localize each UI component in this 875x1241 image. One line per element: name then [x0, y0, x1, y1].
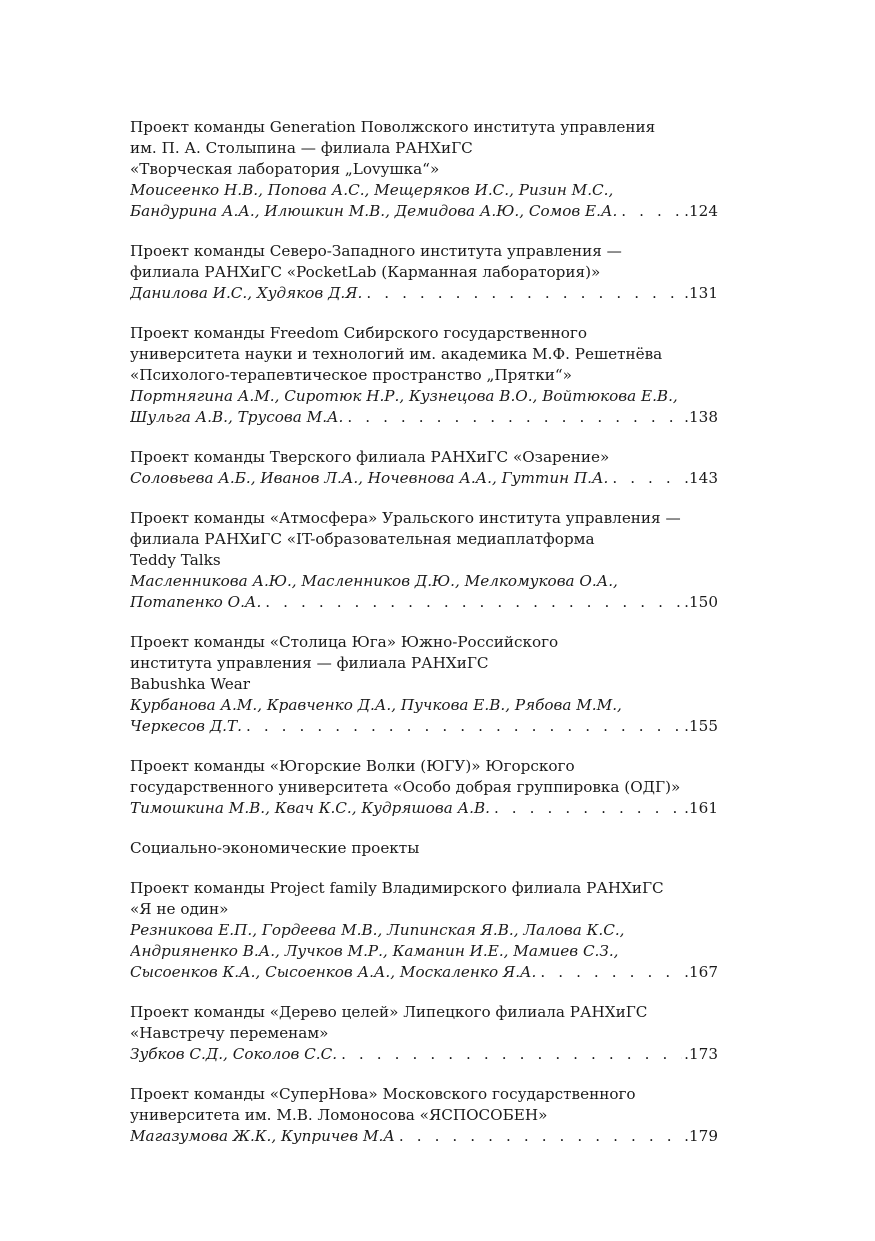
entry-last-line	[130, 798, 718, 819]
entry-last-line	[130, 962, 718, 983]
entry-title-line: Проект команды Generation Поволжского института управления	[130, 118, 656, 136]
page-number: .155	[684, 717, 718, 735]
entry-title-line: Teddy Talks	[130, 551, 221, 569]
entry-title-line: института управления — филиала РАНХиГС	[130, 654, 489, 672]
toc-entry	[130, 241, 718, 304]
entry-title-line: «Я не один»	[130, 900, 229, 918]
entry-title-line: Проект команды Freedom Сибирского государственного	[130, 324, 587, 342]
entry-authors-line: Резникова Е.П., Гордеева М.В., Липинская Я.В., Лалова К.С.,	[130, 921, 625, 939]
entry-title-line: Проект команды «СуперНова» Московского государственного	[130, 1085, 636, 1103]
dot-leader	[242, 716, 682, 737]
entry-authors: Шульга А.В., Трусова М.А.	[130, 408, 344, 426]
entry-title-line: Проект команды Северо-Западного института управления —	[130, 242, 622, 260]
page-number: .124	[684, 202, 718, 220]
entry-last-line	[130, 592, 718, 613]
page-number: .138	[684, 408, 718, 426]
toc-group-2	[130, 878, 718, 1147]
toc-entry	[130, 1084, 718, 1147]
toc-entry	[130, 508, 718, 613]
dot-leader	[490, 798, 682, 819]
entry-title-line: филиала РАНХиГС «IT-образовательная медиаплатформа	[130, 530, 595, 548]
toc-entry	[130, 756, 718, 819]
toc-entry	[130, 447, 718, 489]
entry-authors-line: Масленникова А.Ю., Масленников Д.Ю., Мелкомукова О.А.,	[130, 572, 618, 590]
dot-leader	[395, 1126, 682, 1147]
entry-last-line	[130, 468, 718, 489]
entry-authors-line: Моисеенко Н.В., Попова А.С., Мещеряков И.С., Ризин М.С.,	[130, 181, 614, 199]
page-number: .167	[684, 963, 718, 981]
entry-authors: Сысоенков К.А., Сысоенков А.А., Москаленко Я.А.	[130, 963, 537, 981]
dot-leader	[536, 962, 682, 983]
entry-title-line: филиала РАНХиГС «PocketLab (Карманная лаборатория)»	[130, 263, 601, 281]
dot-leader	[362, 283, 682, 304]
entry-authors: Данилова И.С., Худяков Д.Я.	[130, 284, 363, 302]
table-of-contents	[130, 117, 718, 1166]
toc-entry	[130, 632, 718, 737]
entry-title-line: «Навстречу переменам»	[130, 1024, 329, 1042]
entry-title-line: государственного университета «Особо добрая группировка (ОДГ)»	[130, 778, 681, 796]
entry-authors: Соловьева А.Б., Иванов Л.А., Ночевнова А.А., Гуттин П.А.	[130, 469, 609, 487]
entry-authors: Потапенко О.А.	[130, 593, 262, 611]
page-number: .131	[684, 284, 718, 302]
toc-entry	[130, 117, 718, 222]
toc-entry	[130, 1002, 718, 1065]
entry-title-line: Проект команды «Дерево целей» Липецкого филиала РАНХиГС	[130, 1003, 648, 1021]
entry-authors: Магазумова Ж.К., Купричев М.А	[130, 1127, 395, 1145]
page-number: .150	[684, 593, 718, 611]
dot-leader	[617, 201, 682, 222]
toc-entry	[130, 323, 718, 428]
dot-leader	[343, 407, 682, 428]
section-title: Социально-экономические проекты	[130, 839, 420, 857]
entry-title-line: Проект команды «Атмосфера» Уральского института управления —	[130, 509, 681, 527]
entry-title-line: университета им. М.В. Ломоносова «ЯСПОСОБЕН»	[130, 1106, 548, 1124]
entry-last-line	[130, 283, 718, 304]
page-number: .161	[684, 799, 718, 817]
entry-authors: Черкесов Д.Т.	[130, 717, 242, 735]
entry-last-line	[130, 716, 718, 737]
toc-group-1	[130, 117, 718, 819]
entry-title-line: им. П. А. Столыпина — филиала РАНХиГС	[130, 139, 473, 157]
entry-authors: Зубков С.Д., Соколов С.С.	[130, 1045, 338, 1063]
entry-last-line	[130, 1126, 718, 1147]
entry-title-line: Babushka Wear	[130, 675, 251, 693]
entry-last-line	[130, 1044, 718, 1065]
page-number: .179	[684, 1127, 718, 1145]
entry-authors: Тимошкина М.В., Квач К.С., Кудряшова А.В.	[130, 799, 490, 817]
entry-authors: Бандурина А.А., Илюшкин М.В., Демидова А.Ю., Сомов Е.А.	[130, 202, 618, 220]
entry-title-line: Проект команды «Югорские Волки (ЮГУ)» Югорского	[130, 757, 575, 775]
entry-authors-line: Портнягина А.М., Сиротюк Н.Р., Кузнецова В.О., Войтюкова Е.В.,	[130, 387, 678, 405]
dot-leader	[608, 468, 682, 489]
entry-authors-line: Андрияненко В.А., Лучков М.Р., Каманин И.Е., Мамиев С.З.,	[130, 942, 619, 960]
entry-title-line: Проект команды «Столица Юга» Южно-Российского	[130, 633, 559, 651]
page-number: .173	[684, 1045, 718, 1063]
entry-title-line: университета науки и технологий им. академика М.Ф. Решетнёва	[130, 345, 663, 363]
entry-title-line: «Творческая лаборатория „Lovушка“»	[130, 160, 440, 178]
entry-last-line	[130, 201, 718, 222]
entry-title-line: Проект команды Тверского филиала РАНХиГС «Озарение»	[130, 448, 610, 466]
page-number: .143	[684, 469, 718, 487]
toc-entry	[130, 878, 718, 983]
entry-last-line	[130, 407, 718, 428]
dot-leader	[261, 592, 682, 613]
entry-title-line: «Психолого-терапевтическое пространство „Прятки“»	[130, 366, 572, 384]
dot-leader	[337, 1044, 682, 1065]
entry-title-line: Проект команды Project family Владимирского филиала РАНХиГС	[130, 879, 664, 897]
entry-authors-line: Курбанова А.М., Кравченко Д.А., Пучкова Е.В., Рябова М.М.,	[130, 696, 622, 714]
